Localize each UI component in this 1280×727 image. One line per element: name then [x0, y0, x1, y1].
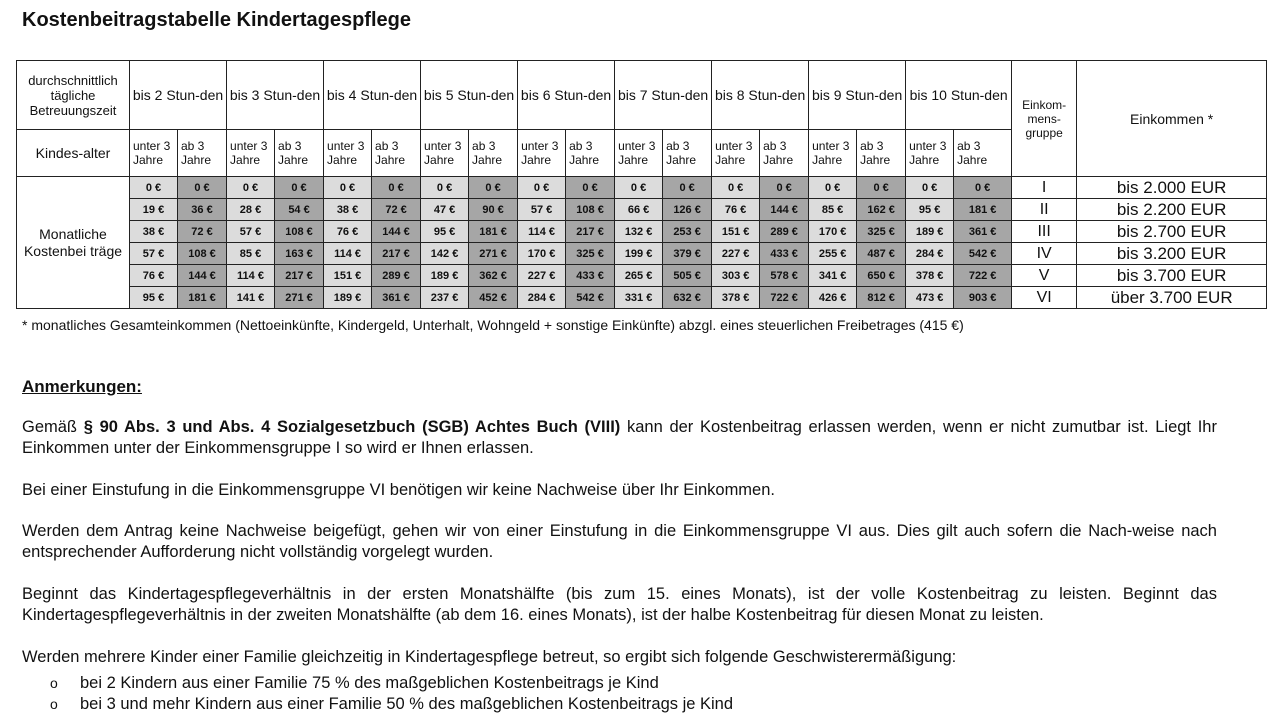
fee-cell: 144 € — [372, 221, 421, 243]
paragraph-sgb — [22, 417, 1217, 459]
fee-cell: 108 € — [566, 199, 615, 221]
fee-cell: 47 € — [421, 199, 469, 221]
fee-cell: 170 € — [518, 243, 566, 265]
fee-cell: 144 € — [178, 265, 227, 287]
age-over-3-header: ab 3 Jahre — [760, 130, 809, 177]
income-header: Einkommen * — [1077, 61, 1267, 177]
paragraph-sgb-law: § 90 Abs. 3 und Abs. 4 Sozialgesetzbuch (SGB) Achtes Buch (VIII) — [83, 418, 621, 436]
fee-cell: 237 € — [421, 287, 469, 309]
fee-cell: 189 € — [906, 221, 954, 243]
bullet-icon: o — [50, 696, 58, 712]
fee-cell: 95 € — [421, 221, 469, 243]
fee-cell: 189 € — [324, 287, 372, 309]
duration-header: bis 2 Stun-den — [130, 61, 227, 130]
fee-cell: 361 € — [372, 287, 421, 309]
fee-cell: 181 € — [178, 287, 227, 309]
income-group-cell: V — [1012, 265, 1077, 287]
fee-cell: 284 € — [518, 287, 566, 309]
age-under-3-header: unter 3 Jahre — [518, 130, 566, 177]
fee-cell: 114 € — [518, 221, 566, 243]
fee-cell: 132 € — [615, 221, 663, 243]
age-over-3-header: ab 3 Jahre — [372, 130, 421, 177]
remarks-heading: Anmerkungen: — [22, 377, 142, 396]
fee-cell: 0 € — [712, 177, 760, 199]
income-group-cell: VI — [1012, 287, 1077, 309]
fee-cell: 0 € — [518, 177, 566, 199]
age-under-3-header: unter 3 Jahre — [227, 130, 275, 177]
age-over-3-header: ab 3 Jahre — [566, 130, 615, 177]
fee-cell: 189 € — [421, 265, 469, 287]
fee-cell: 433 € — [566, 265, 615, 287]
fee-cell: 341 € — [809, 265, 857, 287]
table-row — [17, 265, 1267, 287]
fee-cell: 90 € — [469, 199, 518, 221]
fee-cell: 151 € — [712, 221, 760, 243]
fee-cell: 0 € — [566, 177, 615, 199]
income-group-header: Einkom-mens-gruppe — [1012, 61, 1077, 177]
age-over-3-header: ab 3 Jahre — [275, 130, 324, 177]
fee-cell: 255 € — [809, 243, 857, 265]
table-row — [17, 177, 1267, 199]
fee-cell: 362 € — [469, 265, 518, 287]
fee-cell: 722 € — [760, 287, 809, 309]
age-under-3-header: unter 3 Jahre — [324, 130, 372, 177]
fee-cell: 379 € — [663, 243, 712, 265]
fee-cell: 38 € — [130, 221, 178, 243]
list-item — [50, 694, 733, 715]
fee-cell: 0 € — [663, 177, 712, 199]
age-label: Kindes-alter — [17, 130, 130, 177]
fee-cell: 108 € — [275, 221, 324, 243]
fee-cell: 253 € — [663, 221, 712, 243]
income-cell: über 3.700 EUR — [1077, 287, 1267, 309]
fee-cell: 0 € — [178, 177, 227, 199]
fee-cell: 85 € — [227, 243, 275, 265]
duration-header: bis 3 Stun-den — [227, 61, 324, 130]
fee-cell: 0 € — [275, 177, 324, 199]
age-over-3-header: ab 3 Jahre — [954, 130, 1012, 177]
fee-cell: 217 € — [566, 221, 615, 243]
fee-cell: 903 € — [954, 287, 1012, 309]
fee-cell: 28 € — [227, 199, 275, 221]
fee-cell: 181 € — [469, 221, 518, 243]
fee-cell: 162 € — [857, 199, 906, 221]
fee-cell: 144 € — [760, 199, 809, 221]
page-title: Kostenbeitragstabelle Kindertagespflege — [22, 9, 411, 31]
duration-header: bis 10 Stun-den — [906, 61, 1012, 130]
list-item — [50, 673, 659, 694]
fee-cell: 378 € — [712, 287, 760, 309]
bullet-text: bei 3 und mehr Kindern aus einer Familie 50 % des maßgeblichen Kostenbeitrags je Kind — [80, 695, 734, 713]
age-over-3-header: ab 3 Jahre — [663, 130, 712, 177]
fee-cell: 812 € — [857, 287, 906, 309]
fee-cell: 265 € — [615, 265, 663, 287]
fee-cell: 199 € — [615, 243, 663, 265]
fee-cell: 325 € — [566, 243, 615, 265]
fee-cell: 722 € — [954, 265, 1012, 287]
bullet-text: bei 2 Kindern aus einer Familie 75 % des maßgeblichen Kostenbeitrags je Kind — [80, 674, 659, 692]
age-under-3-header: unter 3 Jahre — [712, 130, 760, 177]
fee-cell: 0 € — [227, 177, 275, 199]
fee-cell: 0 € — [906, 177, 954, 199]
fee-cell: 271 € — [469, 243, 518, 265]
fee-cell: 303 € — [712, 265, 760, 287]
fee-cell: 66 € — [615, 199, 663, 221]
fee-cell: 452 € — [469, 287, 518, 309]
table-row — [17, 287, 1267, 309]
fee-cell: 0 € — [954, 177, 1012, 199]
fee-cell: 76 € — [130, 265, 178, 287]
fee-cell: 114 € — [324, 243, 372, 265]
fee-cell: 0 € — [760, 177, 809, 199]
fee-cell: 95 € — [906, 199, 954, 221]
duration-header: bis 6 Stun-den — [518, 61, 615, 130]
age-over-3-header: ab 3 Jahre — [469, 130, 518, 177]
fee-cell: 95 € — [130, 287, 178, 309]
fee-cell: 0 € — [130, 177, 178, 199]
fee-cell: 85 € — [809, 199, 857, 221]
fee-cell: 0 € — [469, 177, 518, 199]
fee-cell: 217 € — [372, 243, 421, 265]
fee-cell: 142 € — [421, 243, 469, 265]
fee-cell: 289 € — [372, 265, 421, 287]
fee-cell: 227 € — [518, 265, 566, 287]
fee-cell: 72 € — [178, 221, 227, 243]
fee-cell: 378 € — [906, 265, 954, 287]
fee-cell: 505 € — [663, 265, 712, 287]
table-row — [17, 199, 1267, 221]
monthly-fees-label: Monatliche Kostenbei träge — [17, 177, 130, 309]
fee-cell: 0 € — [421, 177, 469, 199]
fee-cell: 0 € — [615, 177, 663, 199]
fee-cell: 284 € — [906, 243, 954, 265]
fee-cell: 632 € — [663, 287, 712, 309]
fee-cell: 227 € — [712, 243, 760, 265]
fee-cell: 72 € — [372, 199, 421, 221]
fee-cell: 0 € — [324, 177, 372, 199]
fee-cell: 170 € — [809, 221, 857, 243]
paragraph-no-proof: Werden dem Antrag keine Nachweise beigefügt, gehen wir von einer Einstufung in die Einkommensgruppe VI aus. Dies gilt auch sofern die Nach-weise nach entsprechender Aufforderung nicht vollständig vorgelegt wurden. — [22, 522, 1217, 561]
duration-header: bis 8 Stun-den — [712, 61, 809, 130]
fee-cell: 76 € — [324, 221, 372, 243]
income-group-cell: IV — [1012, 243, 1077, 265]
fee-cell: 542 € — [566, 287, 615, 309]
age-under-3-header: unter 3 Jahre — [421, 130, 469, 177]
fee-cell: 578 € — [760, 265, 809, 287]
fee-cell: 426 € — [809, 287, 857, 309]
paragraph-siblings: Werden mehrere Kinder einer Familie gleichzeitig in Kindertagespflege betreut, so ergibt sich folgende Geschwisterermäßigung: — [22, 648, 957, 666]
fee-cell: 217 € — [275, 265, 324, 287]
paragraph-sgb-prefix: Gemäß — [22, 418, 84, 436]
fee-cell: 289 € — [760, 221, 809, 243]
bullet-icon: o — [50, 675, 58, 691]
corner-label: durchschnittlich tägliche Betreuungszeit — [17, 61, 130, 130]
fee-cell: 473 € — [906, 287, 954, 309]
age-over-3-header: ab 3 Jahre — [857, 130, 906, 177]
table-row — [17, 221, 1267, 243]
paragraph-sgb-suffix: kann der Kostenbeitrag erlassen werden, wenn er nicht zumutbar ist. Liegt Ihr Einkommen unter der Einkommensgruppe I so wird er Ihnen erlassen. — [22, 418, 1217, 457]
table-row — [17, 243, 1267, 265]
fee-cell: 181 € — [954, 199, 1012, 221]
fee-cell: 141 € — [227, 287, 275, 309]
fee-cell: 151 € — [324, 265, 372, 287]
fee-cell: 325 € — [857, 221, 906, 243]
fee-cell: 54 € — [275, 199, 324, 221]
fee-cell: 36 € — [178, 199, 227, 221]
fee-cell: 57 € — [130, 243, 178, 265]
paragraph-start-month: Beginnt das Kindertagespflegeverhältnis in der ersten Monatshälfte (bis zum 15. eines Monats), ist der volle Kostenbeitrag zu leisten. Beginnt das Kindertagespflegeverhältnis in der zweiten Monatshälfte (ab dem 16. eines Monats), ist der halbe Kostenbeitrag für diesen Monat zu leisten. — [22, 585, 1217, 624]
paragraph-group-vi: Bei einer Einstufung in die Einkommensgruppe VI benötigen wir keine Nachweise über Ihr Einkommen. — [22, 481, 775, 499]
fee-cell: 38 € — [324, 199, 372, 221]
fee-cell: 650 € — [857, 265, 906, 287]
age-under-3-header: unter 3 Jahre — [809, 130, 857, 177]
income-group-cell: III — [1012, 221, 1077, 243]
income-group-cell: I — [1012, 177, 1077, 199]
income-group-cell: II — [1012, 199, 1077, 221]
fee-cell: 126 € — [663, 199, 712, 221]
age-under-3-header: unter 3 Jahre — [130, 130, 178, 177]
fee-cell: 57 € — [518, 199, 566, 221]
fee-cell: 331 € — [615, 287, 663, 309]
fee-cell: 0 € — [857, 177, 906, 199]
fee-cell: 433 € — [760, 243, 809, 265]
fee-cell: 487 € — [857, 243, 906, 265]
fee-cell: 57 € — [227, 221, 275, 243]
income-cell: bis 2.200 EUR — [1077, 199, 1267, 221]
income-cell: bis 2.000 EUR — [1077, 177, 1267, 199]
fee-cell: 108 € — [178, 243, 227, 265]
fee-table — [16, 60, 1267, 309]
age-under-3-header: unter 3 Jahre — [906, 130, 954, 177]
fee-cell: 114 € — [227, 265, 275, 287]
duration-header: bis 5 Stun-den — [421, 61, 518, 130]
duration-header: bis 4 Stun-den — [324, 61, 421, 130]
footnote: * monatliches Gesamteinkommen (Nettoeinkünfte, Kindergeld, Unterhalt, Wohngeld + sonstige Einkünfte) abzgl. eines steuerlichen Freibetrages (415 €) — [22, 317, 964, 333]
fee-cell: 0 € — [372, 177, 421, 199]
fee-cell: 163 € — [275, 243, 324, 265]
income-cell: bis 3.700 EUR — [1077, 265, 1267, 287]
fee-cell: 19 € — [130, 199, 178, 221]
duration-header: bis 7 Stun-den — [615, 61, 712, 130]
age-over-3-header: ab 3 Jahre — [178, 130, 227, 177]
fee-cell: 0 € — [809, 177, 857, 199]
fee-cell: 361 € — [954, 221, 1012, 243]
fee-cell: 76 € — [712, 199, 760, 221]
age-under-3-header: unter 3 Jahre — [615, 130, 663, 177]
duration-header: bis 9 Stun-den — [809, 61, 906, 130]
income-cell: bis 3.200 EUR — [1077, 243, 1267, 265]
fee-cell: 542 € — [954, 243, 1012, 265]
fee-cell: 271 € — [275, 287, 324, 309]
income-cell: bis 2.700 EUR — [1077, 221, 1267, 243]
